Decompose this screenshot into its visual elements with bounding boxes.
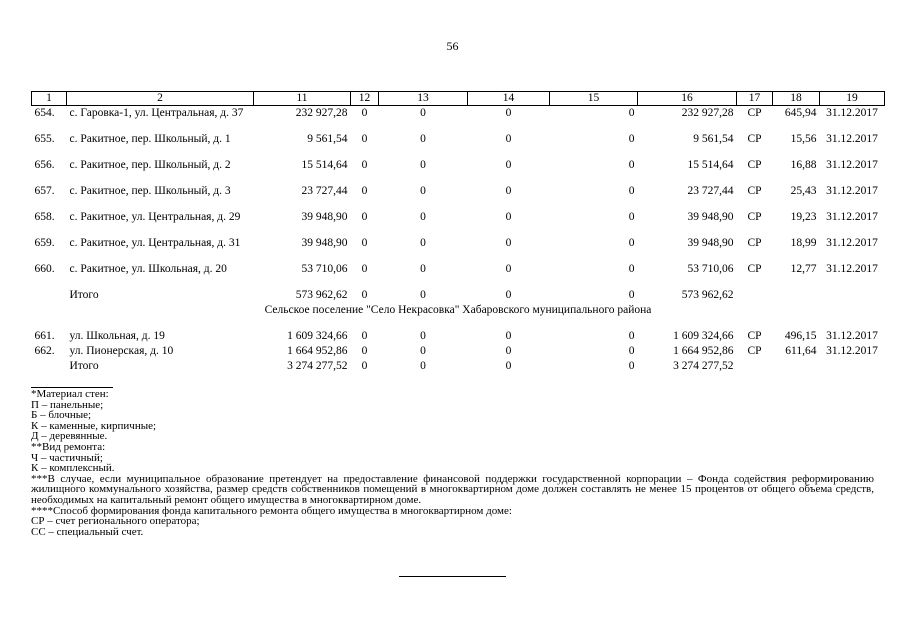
cell-c12: 0 [361,107,368,119]
cell-c16: 573 962,62 [681,289,734,301]
cell-no: 660. [34,263,55,275]
cell-c14: 0 [505,211,512,223]
cell-address: с. Ракитное, пер. Школьный, д. 3 [69,185,231,197]
footnote-line: СР – счет регионального оператора; [31,515,200,528]
cell-c15: 0 [628,345,635,357]
cell-c14: 0 [505,345,512,357]
column-header: 15 [550,92,638,106]
cell-c19: 31.12.2017 [826,211,878,223]
cell-c19: 31.12.2017 [826,159,878,171]
cell-c12: 0 [361,133,368,145]
cell-c15: 0 [628,211,635,223]
cell-address: ул. Школьная, д. 19 [69,330,165,342]
cell-c11: 23 727,44 [301,185,348,197]
cell-c18: 645,94 [784,107,817,119]
table-row [32,132,885,158]
cell-c13: 0 [420,360,426,372]
footnote-line: К – каменные, кирпичные; [31,419,157,432]
cell-c13: 0 [420,263,426,275]
cell-c17: СР [747,133,762,145]
cell-c17: СР [747,263,762,275]
cell-c13: 0 [420,185,426,197]
cell-no: 655. [34,133,55,145]
footnote-line: П – панельные; [31,398,104,411]
section-title: Сельское поселение "Село Некрасовка" Хабаровского муниципального района [264,304,652,316]
cell-c13: 0 [420,133,426,145]
cell-c18: 12,77 [790,263,817,275]
cell-c13: 0 [420,107,426,119]
cell-c12: 0 [361,185,368,197]
cell-c15: 0 [628,289,635,301]
cell-no: 657. [34,185,55,197]
cell-address: с. Ракитное, ул. Центральная, д. 29 [69,211,241,223]
cell-c16: 39 948,90 [687,211,734,223]
cell-c13: 0 [420,345,426,357]
footnote-line: Б – блочные; [31,409,92,422]
page-number: 56 [446,39,459,53]
cell-c14: 0 [505,185,512,197]
cell-c11: 573 962,62 [295,289,348,301]
cell-c11: 232 927,28 [295,107,348,119]
cell-no: 659. [34,237,55,249]
cell-c11: 1 664 952,86 [287,345,348,357]
cell-c13: 0 [420,159,426,171]
table-header-row [32,92,885,106]
cell-c17: СР [747,159,762,171]
cell-c14: 0 [505,360,512,372]
cell-c13: 0 [420,237,426,249]
bottom-rule [399,576,506,577]
cell-address: с. Ракитное, ул. Школьная, д. 20 [69,263,227,275]
cell-c12: 0 [361,159,368,171]
cell-c15: 0 [628,107,635,119]
cell-c17: СР [747,185,762,197]
cell-c18: 25,43 [790,185,817,197]
table-row [32,210,885,236]
cell-c15: 0 [628,185,635,197]
cell-c16: 1 609 324,66 [673,330,734,342]
cell-c19: 31.12.2017 [826,107,878,119]
table-row [32,288,885,303]
cell-c15: 0 [628,360,635,372]
cell-no [32,359,67,374]
cell-c12: 0 [361,330,368,342]
column-header: 17 [737,92,773,106]
cell-c15: 0 [628,133,635,145]
cell-c19: 31.12.2017 [826,237,878,249]
table-row [32,158,885,184]
section-title-row [32,303,885,329]
column-header: 16 [638,92,737,106]
table-row [32,344,885,359]
table-row [32,359,885,374]
cell-c14: 0 [505,330,512,342]
column-header: 19 [820,92,885,106]
cell-c13: 0 [420,330,426,342]
cell-c11: 9 561,54 [307,133,348,145]
cell-c11: 39 948,90 [301,211,348,223]
cell-c14: 0 [505,237,512,249]
cell-no: 662. [34,345,55,357]
footnote-line: СС – специальный счет. [31,525,144,538]
table-row [32,329,885,344]
table-body [32,106,885,375]
cell-c16: 39 948,90 [687,237,734,249]
cell-c19 [820,288,885,303]
column-header: 13 [379,92,468,106]
cell-address: Итого [69,360,99,372]
cell-c18: 19,23 [790,211,817,223]
cell-c12: 0 [361,360,368,372]
cell-c19 [820,359,885,374]
cell-c18: 611,64 [785,345,817,357]
cell-c16: 232 927,28 [681,107,734,119]
cell-c17 [737,359,773,374]
cell-c17 [737,288,773,303]
cell-c14: 0 [505,289,512,301]
cell-c11: 1 609 324,66 [287,330,348,342]
repair-program-table [31,91,885,374]
cell-c16: 3 274 277,52 [673,360,734,372]
footnote-line: ****Способ формирования фонда капитального ремонта общего имущества в многоквартирном доме: [31,504,512,517]
cell-c11: 3 274 277,52 [287,360,348,372]
cell-c16: 15 514,64 [687,159,734,171]
cell-c18: 496,15 [784,330,817,342]
cell-c14: 0 [505,107,512,119]
cell-c12: 0 [361,263,368,275]
footnotes [31,389,874,537]
cell-address: Итого [69,289,99,301]
footnote-line: **Вид ремонта: [31,440,106,453]
cell-c14: 0 [505,263,512,275]
cell-c19: 31.12.2017 [826,133,878,145]
column-header: 11 [254,92,351,106]
column-header: 2 [67,92,254,106]
table-row [32,184,885,210]
cell-c15: 0 [628,263,635,275]
cell-c17: СР [747,345,762,357]
column-header: 18 [773,92,820,106]
footnote-line: Ч – частичный; [31,451,103,464]
cell-address: ул. Пионерская, д. 10 [69,345,174,357]
table-row [32,262,885,288]
footnote-line: *Материал стен: [31,388,109,400]
cell-c14: 0 [505,133,512,145]
cell-address: с. Ракитное, пер. Школьный, д. 2 [69,159,231,171]
cell-c18: 16,88 [790,159,817,171]
footnote-line: ***В случае, если муниципальное образование претендует на предоставление финансовой поддержки государственной корпорации – Фонда содействия реформированию жилищного коммунального хозяйства, размер средств собственников помещений в многоквартирном доме должен составлять не менее 15 процентов от общего объема средств, необходимых на капитальный ремонт общего имущества в многоквартирном доме. [31,472,874,506]
cell-c16: 1 664 952,86 [673,345,734,357]
cell-c17: СР [747,211,762,223]
cell-c18: 15,56 [790,133,817,145]
cell-c13: 0 [420,289,426,301]
cell-no: 654. [34,107,55,119]
cell-no: 656. [34,159,55,171]
column-header: 12 [351,92,379,106]
cell-c14: 0 [505,159,512,171]
cell-c19: 31.12.2017 [826,345,878,357]
cell-c19: 31.12.2017 [826,263,878,275]
cell-c19: 31.12.2017 [826,330,878,342]
cell-c17: СР [747,330,762,342]
cell-c17: СР [747,107,762,119]
cell-c17: СР [747,237,762,249]
cell-c11: 53 710,06 [301,263,348,275]
cell-c18: 18,99 [790,237,817,249]
cell-c12: 0 [361,211,368,223]
cell-c15: 0 [628,237,635,249]
cell-c12: 0 [361,237,368,249]
cell-c12: 0 [361,289,368,301]
cell-no: 661. [34,330,55,342]
cell-c18 [773,359,820,374]
cell-c16: 9 561,54 [693,133,734,145]
cell-address: с. Ракитное, ул. Центральная, д. 31 [69,237,241,249]
cell-no [32,288,67,303]
footnote-line: Д – деревянные. [31,430,108,443]
cell-c15: 0 [628,159,635,171]
table-row [32,236,885,262]
cell-c11: 15 514,64 [301,159,348,171]
cell-no: 658. [34,211,55,223]
cell-c15: 0 [628,330,635,342]
table-row [32,106,885,133]
cell-c11: 39 948,90 [301,237,348,249]
cell-c18 [773,288,820,303]
cell-address: с. Ракитное, пер. Школьный, д. 1 [69,133,231,145]
cell-c16: 23 727,44 [687,185,734,197]
footnote-line: К – комплексный. [31,462,115,475]
cell-c16: 53 710,06 [687,263,734,275]
column-header: 14 [468,92,550,106]
cell-c12: 0 [361,345,368,357]
cell-c13: 0 [420,211,426,223]
cell-address: с. Гаровка-1, ул. Центральная, д. 37 [69,107,244,119]
column-header: 1 [32,92,67,106]
cell-c19: 31.12.2017 [826,185,878,197]
